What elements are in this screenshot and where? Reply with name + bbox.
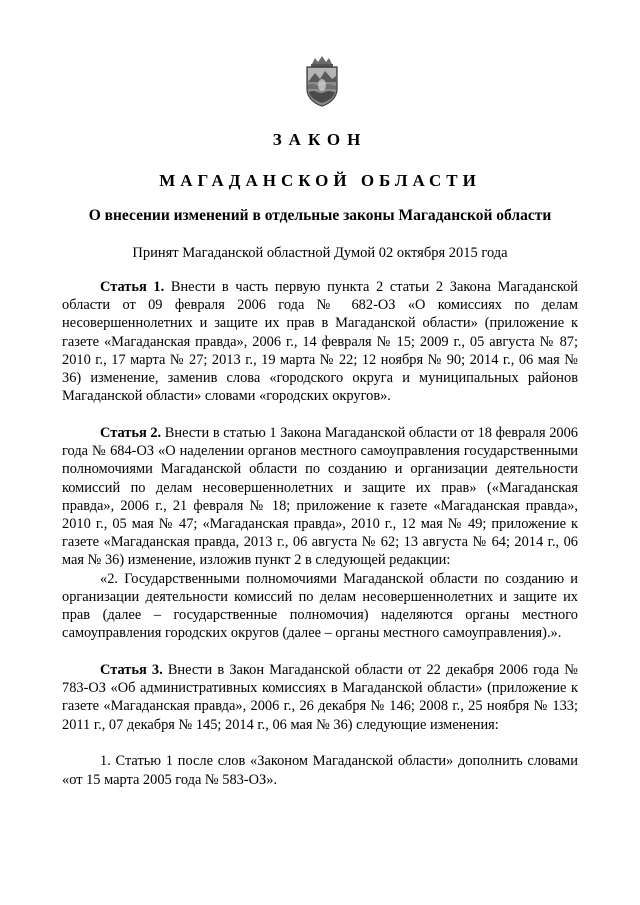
- article-2: [62, 424, 578, 570]
- article-1-text: Внести в часть первую пункта 2 статьи 2 Закона Магаданской области от 09 февраля 2006 года № 682-ОЗ «О комиссиях по делам несовершеннолетних и защите их прав в Магаданской области» (приложение к газете «Магаданская правда», 2006 г., 14 февраля № 15; 2009 г., 05 августа № 87; 2010 г., 17 марта № 27; 2013 г., 19 марта № 22; 12 ноября № 90; 2014 г., 06 мая № 36) изменение, заменив слова «городского округа и муниципальных районов Магаданской области» словами «городских округов».: [62, 279, 578, 405]
- article-3-label: Статья 3.: [100, 662, 163, 679]
- region-title: МАГАДАНСКОЙ ОБЛАСТИ: [159, 171, 481, 190]
- article-2-label: Статья 2.: [100, 425, 162, 442]
- document-body: [62, 278, 578, 789]
- article-3: [62, 661, 578, 734]
- article-1: [62, 278, 578, 405]
- adoption-line: Принят Магаданской областной Думой 02 октября 2015 года: [132, 245, 508, 261]
- article-2-text: Внести в статью 1 Закона Магаданской области от 18 февраля 2006 года № 684-ОЗ «О наделении органов местного самоуправления государственными полномочиями Магаданской области по созданию и организации деятельности комиссий по делам несовершеннолетних и защите их прав» («Магаданская правда», 2006 г., 21 февраля № 18; приложение к газете «Магаданская правда», 2010 г., 05 мая № 47; «Магаданская правда», 2010 г., 12 мая № 49; приложение к газете «Магаданская правда, 2013 г., 06 августа № 62; 13 августа № 64; 2014 г., 06 мая № 36) изменение, изложив пункт 2 в следующей редакции:: [62, 425, 578, 569]
- article-1-label: Статья 1.: [100, 279, 165, 295]
- article-3-item-1: 1. Статью 1 после слов «Законом Магаданской области» дополнить словами «от 15 марта 2005 года № 583-ОЗ».: [62, 753, 578, 788]
- coat-of-arms-icon: [302, 55, 342, 107]
- article-2-quote: «2. Государственными полномочиями Магаданской области по созданию и организации деятельности комиссий по делам несовершеннолетних и защите их прав (далее – государственные полномочия) наделяются органы местного самоуправления городских округов (далее – органы местного самоуправления).».: [62, 570, 578, 642]
- article-3-text: Внести в Закон Магаданской области от 22 декабря 2006 года № 783-ОЗ «Об административных комиссиях в Магаданской области» (приложение к газете «Магаданская правда», 2006 г., 26 декабря № 146; 2008 г., 25 ноября № 133; 2011 г., 07 декабря № 145; 2014 г., 06 мая № 36) следующие изменения:: [62, 662, 578, 733]
- document-subtitle: О внесении изменений в отдельные законы Магаданской области: [88, 207, 552, 224]
- law-title: ЗАКОН: [272, 130, 368, 149]
